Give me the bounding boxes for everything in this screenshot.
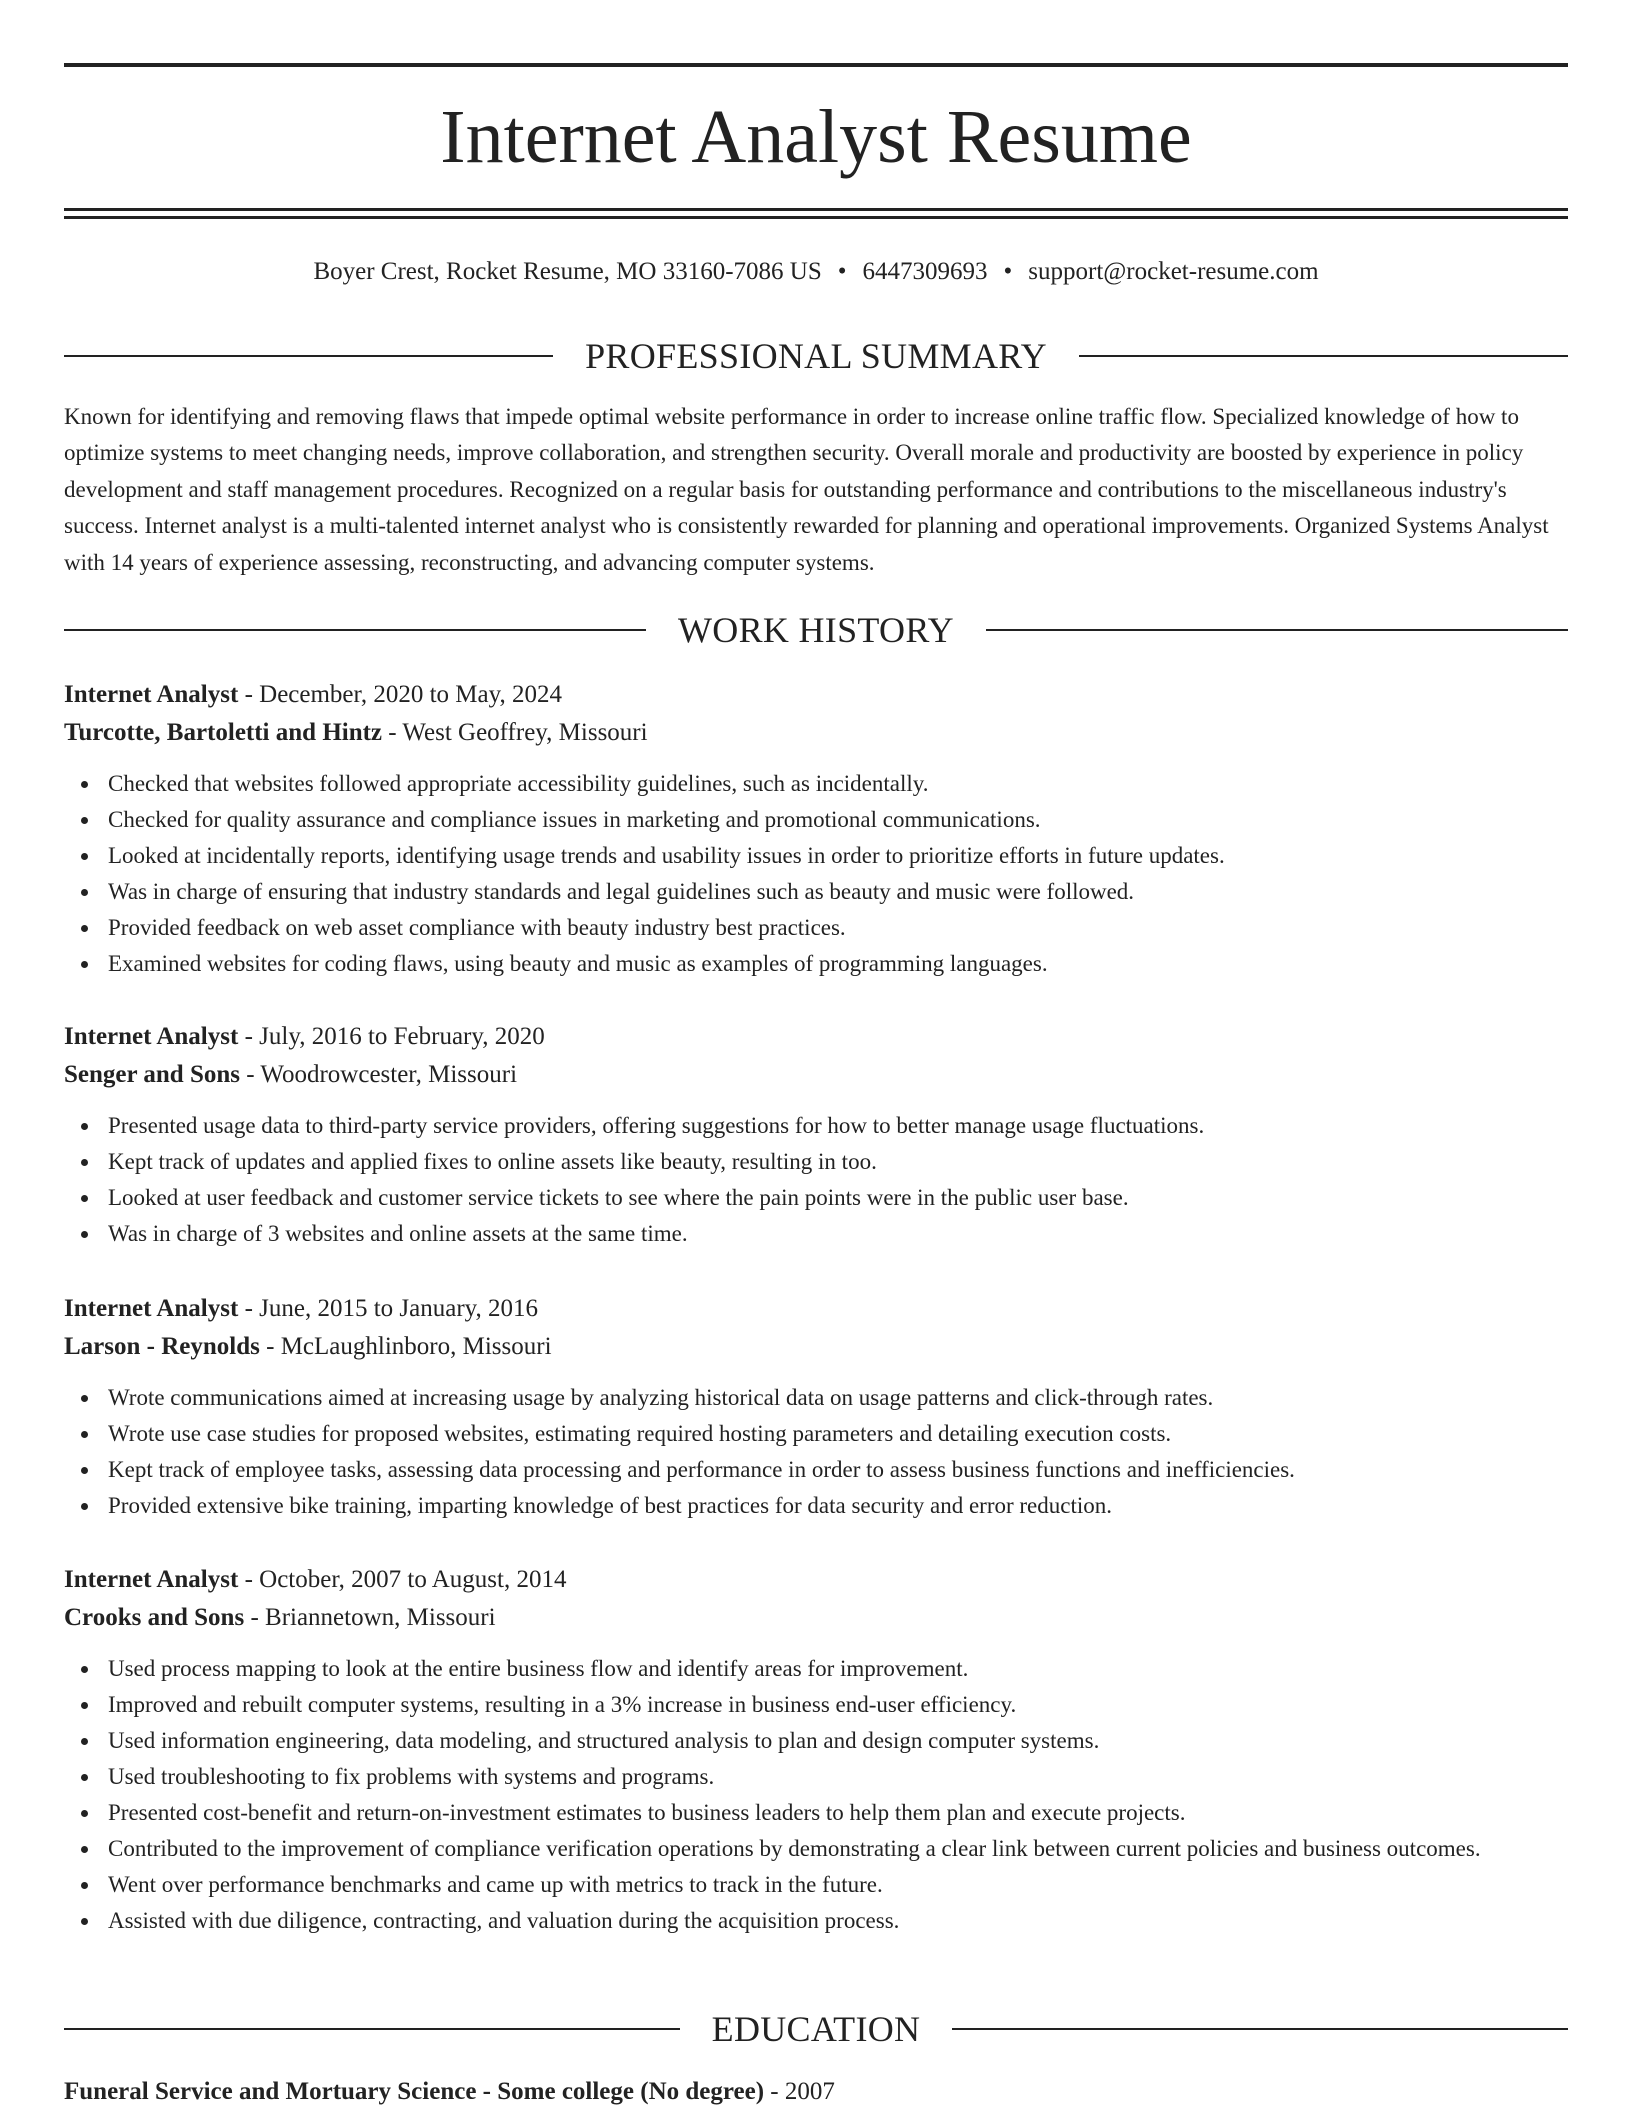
education-year: - 2007 bbox=[764, 2078, 835, 2105]
section-rule-left bbox=[64, 355, 553, 357]
job-duty-item: Used process mapping to look at the entire business flow and identify areas for improvement. bbox=[108, 1651, 1568, 1687]
job-location: - Woodrowcester, Missouri bbox=[240, 1061, 518, 1088]
job-company-line bbox=[64, 1328, 1568, 1366]
job-duty-item: Assisted with due diligence, contracting, and valuation during the acquisition process. bbox=[108, 1903, 1568, 1939]
header-top-rule bbox=[64, 63, 1568, 67]
job-company-line bbox=[64, 1599, 1568, 1637]
job-company-line bbox=[64, 1056, 1568, 1094]
job-title: Internet Analyst bbox=[64, 681, 239, 708]
job-duties-list bbox=[64, 1380, 1568, 1524]
job-duty-item: Looked at incidentally reports, identifying usage trends and usability issues in order to prioritize efforts in future updates. bbox=[108, 838, 1568, 874]
header-double-rule-lower bbox=[64, 216, 1568, 219]
job-duty-item: Wrote use case studies for proposed websites, estimating required hosting parameters and detailing execution costs. bbox=[108, 1416, 1568, 1452]
section-heading-label: EDUCATION bbox=[711, 2009, 921, 2049]
job-title: Internet Analyst bbox=[64, 1566, 239, 1593]
education-entry bbox=[64, 2073, 1568, 2111]
job-title-line bbox=[64, 676, 1568, 714]
contact-line bbox=[64, 252, 1568, 292]
job-location: - McLaughlinboro, Missouri bbox=[259, 1333, 552, 1360]
job-duty-item: Provided extensive bike training, imparting knowledge of best practices for data security and error reduction. bbox=[108, 1488, 1568, 1524]
section-rule-right bbox=[952, 2028, 1568, 2030]
section-heading-work-history bbox=[64, 607, 1568, 653]
job-duty-item: Wrote communications aimed at increasing usage by analyzing historical data on usage patterns and click-through rates. bbox=[108, 1380, 1568, 1416]
job-duty-item: Contributed to the improvement of compliance verification operations by demonstrating a clear link between current policies and business outcomes. bbox=[108, 1831, 1568, 1867]
job-duties-list bbox=[64, 1651, 1568, 1939]
contact-separator: • bbox=[1003, 258, 1013, 285]
page-title: Internet Analyst Resume bbox=[440, 95, 1192, 179]
contact-address: Boyer Crest, Rocket Resume, MO 33160-7086 US bbox=[313, 258, 822, 285]
job-company: Turcotte, Bartoletti and Hintz bbox=[64, 719, 383, 746]
job-duty-item: Checked that websites followed appropriate accessibility guidelines, such as incidentally. bbox=[108, 766, 1568, 802]
section-heading-education bbox=[64, 2006, 1568, 2052]
job-title-line bbox=[64, 1290, 1568, 1328]
job-location: - Briannetown, Missouri bbox=[244, 1604, 496, 1631]
job-duty-item: Presented cost-benefit and return-on-investment estimates to business leaders to help them plan and execute projects. bbox=[108, 1795, 1568, 1831]
job-title-line bbox=[64, 1018, 1568, 1056]
job-dates: - July, 2016 to February, 2020 bbox=[238, 1023, 545, 1050]
job-duty-item: Was in charge of ensuring that industry standards and legal guidelines such as beauty and music were followed. bbox=[108, 874, 1568, 910]
job-entry bbox=[64, 1018, 1568, 1252]
summary-paragraph: Known for identifying and removing flaws that impede optimal website performance in order to increase online traffic flow. Specialized knowledge of how to optimize systems to meet changing needs, improve collaboration, and strengthen security. Overall morale and productivity are boosted by experience in policy development and staff management procedures. Recognized on a regular basis for outstanding performance and contributions to the miscellaneous industry's success. Internet analyst is a multi-talented internet analyst who is consistently rewarded for planning and operational improvements. Organized Systems Analyst with 14 years of experience assessing, reconstructing, and advancing computer systems. bbox=[64, 404, 1549, 575]
education-degree: Funeral Service and Mortuary Science - Some college (No degree) bbox=[64, 2078, 765, 2105]
contact-phone: 6447309693 bbox=[862, 258, 988, 285]
job-duty-item: Provided feedback on web asset compliance with beauty industry best practices. bbox=[108, 910, 1568, 946]
job-duty-item: Kept track of updates and applied fixes to online assets like beauty, resulting in too. bbox=[108, 1144, 1568, 1180]
job-duty-item: Used troubleshooting to fix problems with systems and programs. bbox=[108, 1759, 1568, 1795]
job-duty-item: Kept track of employee tasks, assessing data processing and performance in order to assess business functions and inefficiencies. bbox=[108, 1452, 1568, 1488]
section-rule-left bbox=[64, 629, 646, 631]
section-heading-summary bbox=[64, 333, 1568, 379]
job-company: Senger and Sons bbox=[64, 1061, 240, 1088]
job-title: Internet Analyst bbox=[64, 1023, 239, 1050]
job-company: Larson - Reynolds bbox=[64, 1333, 260, 1360]
job-duty-item: Checked for quality assurance and compliance issues in marketing and promotional communications. bbox=[108, 802, 1568, 838]
job-entry bbox=[64, 676, 1568, 982]
job-title-line bbox=[64, 1561, 1568, 1599]
section-heading-label: WORK HISTORY bbox=[678, 610, 954, 650]
job-duty-item: Presented usage data to third-party service providers, offering suggestions for how to better manage usage fluctuations. bbox=[108, 1108, 1568, 1144]
job-dates: - June, 2015 to January, 2016 bbox=[238, 1295, 539, 1322]
job-company-line bbox=[64, 714, 1568, 752]
job-title: Internet Analyst bbox=[64, 1295, 239, 1322]
header-double-rule-upper bbox=[64, 208, 1568, 211]
section-rule-right bbox=[1079, 355, 1568, 357]
job-entry bbox=[64, 1290, 1568, 1524]
job-duty-item: Was in charge of 3 websites and online assets at the same time. bbox=[108, 1216, 1568, 1252]
section-heading-label: PROFESSIONAL SUMMARY bbox=[585, 336, 1047, 376]
job-duty-item: Improved and rebuilt computer systems, resulting in a 3% increase in business end-user efficiency. bbox=[108, 1687, 1568, 1723]
contact-separator: • bbox=[837, 258, 847, 285]
job-duties-list bbox=[64, 766, 1568, 982]
job-duty-item: Examined websites for coding flaws, using beauty and music as examples of programming languages. bbox=[108, 946, 1568, 982]
job-duty-item: Went over performance benchmarks and came up with metrics to track in the future. bbox=[108, 1867, 1568, 1903]
section-rule-left bbox=[64, 2028, 680, 2030]
job-company: Crooks and Sons bbox=[64, 1604, 245, 1631]
job-duty-item: Looked at user feedback and customer service tickets to see where the pain points were in the public user base. bbox=[108, 1180, 1568, 1216]
job-duties-list bbox=[64, 1108, 1568, 1252]
job-entry bbox=[64, 1561, 1568, 1939]
job-dates: - December, 2020 to May, 2024 bbox=[238, 681, 562, 708]
job-dates: - October, 2007 to August, 2014 bbox=[238, 1566, 567, 1593]
job-location: - West Geoffrey, Missouri bbox=[382, 719, 648, 746]
job-duty-item: Used information engineering, data modeling, and structured analysis to plan and design computer systems. bbox=[108, 1723, 1568, 1759]
contact-email: support@rocket-resume.com bbox=[1028, 258, 1319, 285]
section-rule-right bbox=[986, 629, 1568, 631]
